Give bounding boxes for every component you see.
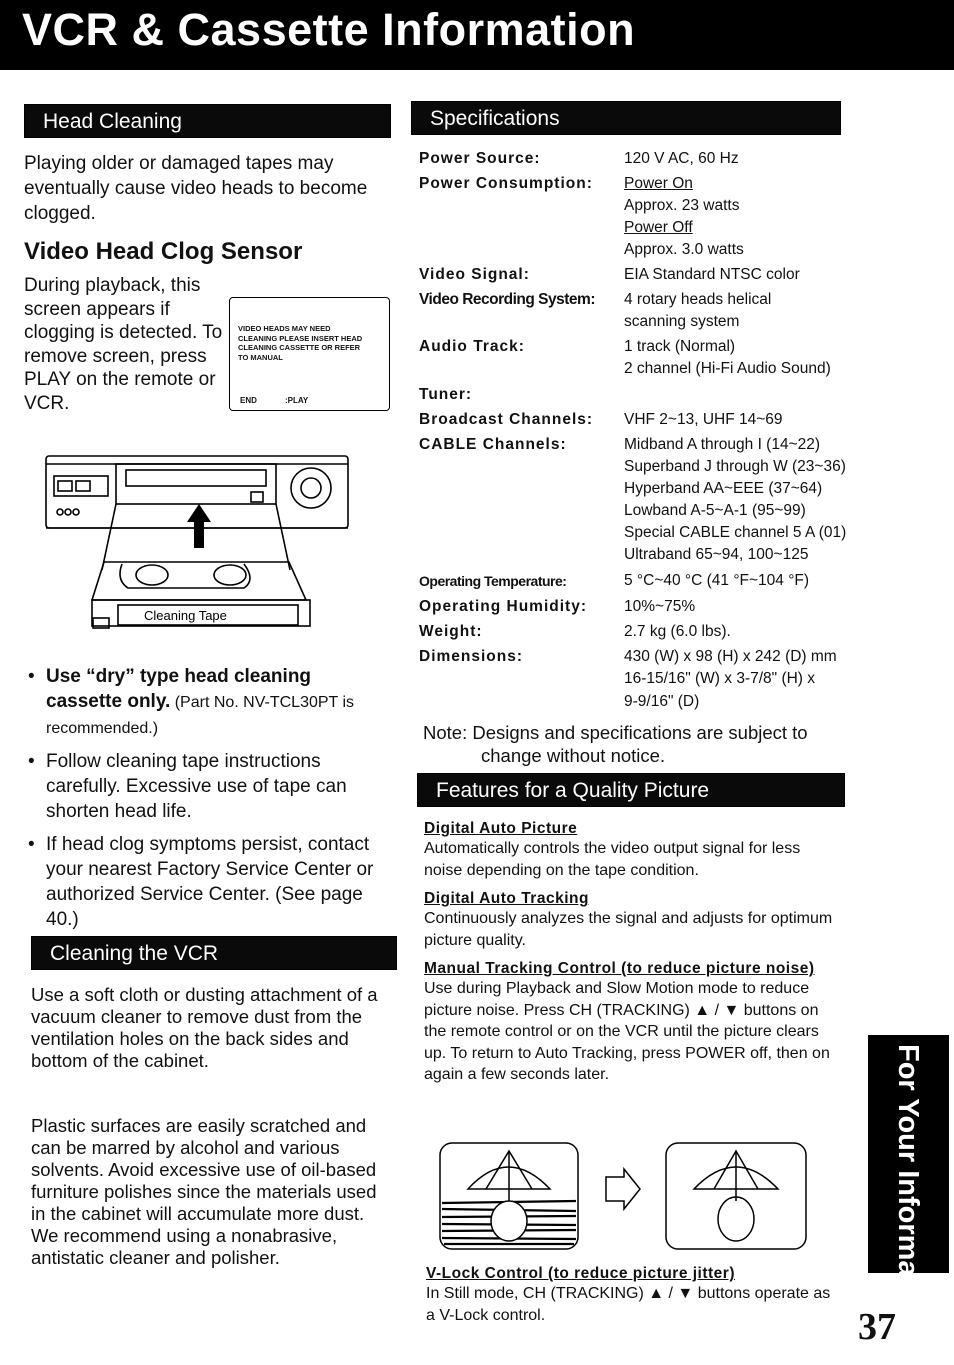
head-cleaning-intro: Playing older or damaged tapes may eventually cause video heads to become clogged. [24,153,368,224]
cable-channel-line: Lowband A-5~A-1 (95~99) [624,502,806,519]
specifications-table [419,148,869,718]
bullet-follow-instructions: • Follow cleaning tape instructions carefully. Excessive use of tape can shorten head life. [26,749,376,824]
operating-humidity-label: Operating Humidity: [419,598,587,615]
bullet-dry-type [26,664,376,741]
specifications-heading: Specifications [411,101,841,135]
head-clog-screen [229,297,390,411]
operating-temperature-label: Operating Temperature: [419,573,567,589]
power-consumption-label: Power Consumption: [419,175,593,192]
audio-track-value-1: 1 track (Normal) [624,338,736,355]
video-signal-label: Video Signal: [419,266,530,283]
dimensions-value-2: 16-15/16" (W) x 3-7/8" (H) x [624,670,816,687]
cable-channel-line: Midband A through I (14~22) [624,436,821,453]
power-off-value: Approx. 3.0 watts [624,241,744,258]
sensor-heading: Video Head Clog Sensor [24,238,303,265]
video-recording-value-2: scanning system [624,313,740,330]
specifications-note: Note: Designs and specifications are subject to change without notice. [423,722,808,766]
features-list [424,820,839,1086]
feature-text: Continuously analyzes the signal and adjusts for optimum picture quality. [424,910,833,949]
feature-title: Digital Auto Tracking [424,890,589,907]
audio-track-label: Audio Track: [419,338,525,355]
cleaning-vcr-para2: Plastic surfaces are easily scratched and can be marred by alcohol and various solvents. Avoid excessive use of oil-based furniture polishes since the materials used in the cabinet will accumulate more dust. We recommend using a nonabrasive, antistatic cleaner and polisher. [31,1115,377,1268]
cable-channel-line: Special CABLE channel 5 A (01) [624,524,847,541]
operating-temperature-value: 5 °C~40 °C (41 °F~104 °F) [624,572,810,589]
bullet-service-center: • If head clog symptoms persist, contact your nearest Factory Service Center or authorized Service Center. (See page 40.) [26,832,376,932]
weight-value: 2.7 kg (6.0 lbs). [624,623,731,640]
tuner-label: Tuner: [419,386,473,403]
cable-channels-label: CABLE Channels: [419,436,567,453]
features-heading: Features for a Quality Picture [417,773,845,807]
cable-channel-line: Ultraband 65~94, 100~125 [624,546,809,563]
dimensions-label: Dimensions: [419,648,524,665]
head-cleaning-bullets [26,664,376,940]
dimensions-value-1: 430 (W) x 98 (H) x 242 (D) mm [624,648,837,665]
weight-label: Weight: [419,623,483,640]
page-title: VCR & Cassette Information [22,4,636,55]
bullet-dry-type-part: (Part No. NV-TCL30PT is recommended.) [46,694,355,737]
title-bar [0,0,954,70]
broadcast-channels-label: Broadcast Channels: [419,411,594,428]
cable-channel-line: Superband J through W (23~36) [624,458,846,475]
cleaning-vcr-heading: Cleaning the VCR [31,936,397,970]
tape-label: Cleaning Tape [144,608,227,623]
dimensions-value-3: 9-9/16" (D) [624,693,700,710]
power-on-value: Approx. 23 watts [624,197,740,214]
picture-noise-illustration [438,1141,810,1253]
vcr-cleaning-tape-illustration [44,450,354,640]
feature-text: Use during Playback and Slow Motion mode to reduce picture noise. Press CH (TRACKING) ▲ / ▼ buttons on the remote control or on the VCR until the picture clears up. To return to Auto Tracking, press POWER off, then on again a few seconds later. [424,980,830,1083]
head-cleaning-heading: Head Cleaning [24,104,391,138]
broadcast-channels-value: VHF 2~13, UHF 14~69 [624,411,783,428]
video-recording-label: Video Recording System: [419,291,595,308]
page-number: 37 [858,1306,896,1348]
side-tab [868,1035,949,1330]
sensor-text: During playback, this screen appears if clogging is detected. To remove screen, press PLAY on the remote or VCR. [24,275,223,414]
video-recording-value-1: 4 rotary heads helical [624,291,772,308]
feature-title: Manual Tracking Control (to reduce picture noise) [424,960,815,977]
cleaning-vcr-para1: Use a soft cloth or dusting attachment of a vacuum cleaner to remove dust from the ventilation holes on the back sides and bottom of the cabinet. [31,984,378,1071]
power-source-value: 120 V AC, 60 Hz [624,150,739,167]
audio-track-value-2: 2 channel (Hi-Fi Audio Sound) [624,360,831,377]
side-tab-label: For Your Information [892,1044,924,1330]
power-off-label: Power Off [624,219,693,236]
power-source-label: Power Source: [419,150,541,167]
cable-channel-line: Hyperband AA~EEE (37~64) [624,480,823,497]
screen-message: VIDEO HEADS MAY NEED CLEANING PLEASE INSERT HEAD CLEANING CASSETTE OR REFER TO MANUAL [238,324,363,362]
bullet-dry-type-bold: Use “dry” type head cleaning cassette only. [46,666,312,712]
screen-end-label: END [240,396,257,405]
operating-humidity-value: 10%~75% [624,598,696,615]
feature-text: In Still mode, CH (TRACKING) ▲ / ▼ buttons operate as a V-Lock control. [426,1285,831,1324]
screen-play-label: :PLAY [285,396,309,405]
feature-text: Automatically controls the video output signal for less noise depending on the tape condition. [424,840,801,879]
vlock-section [426,1265,841,1326]
feature-title: Digital Auto Picture [424,820,578,837]
video-signal-value: EIA Standard NTSC color [624,266,800,283]
power-on-label: Power On [624,175,693,192]
feature-title: V-Lock Control (to reduce picture jitter) [426,1265,735,1282]
